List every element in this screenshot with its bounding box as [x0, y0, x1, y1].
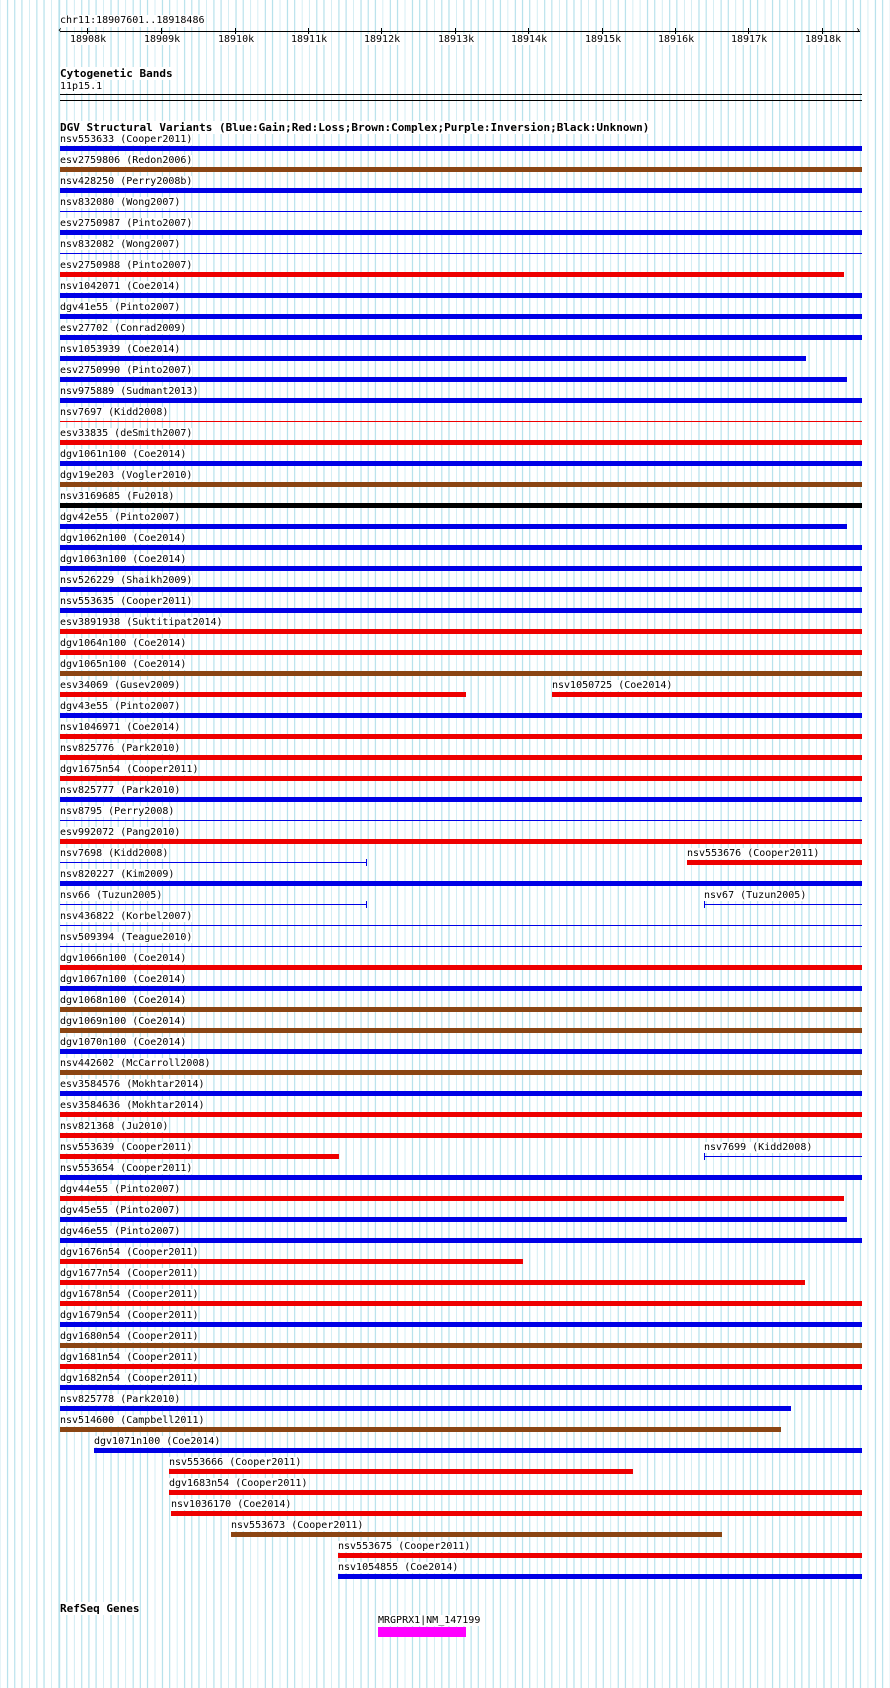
variant-bar[interactable] [60, 272, 844, 277]
variant-bar[interactable] [60, 356, 806, 361]
variant-label[interactable]: nsv820227 (Kim2009) [60, 869, 175, 880]
variant-start-marker [704, 1153, 705, 1160]
variant-bar[interactable] [60, 1343, 862, 1348]
variant-label[interactable]: dgv1067n100 (Coe2014) [60, 974, 187, 985]
variant-label[interactable]: dgv43e55 (Pinto2007) [60, 701, 181, 712]
variant-label[interactable]: nsv832080 (Wong2007) [60, 197, 181, 208]
variant-bar[interactable] [60, 881, 862, 886]
ruler-tick-label: 18909k [144, 34, 181, 45]
cytoband-label[interactable]: 11p15.1 [60, 81, 103, 92]
variant-label[interactable]: dgv19e203 (Vogler2010) [60, 470, 193, 481]
variant-label[interactable]: dgv1682n54 (Cooper2011) [60, 1373, 199, 1384]
variant-label[interactable]: dgv1677n54 (Cooper2011) [60, 1268, 199, 1279]
variant-bar[interactable] [60, 335, 862, 340]
ruler-tick-label: 18914k [511, 34, 548, 45]
gene-feature-mrgprx1[interactable] [378, 1627, 466, 1637]
ruler-title: chr11:18907601..18918486 [60, 15, 205, 26]
variant-bar[interactable] [60, 1259, 523, 1264]
cytogenetic-track-title: Cytogenetic Bands [60, 67, 173, 80]
variant-bar[interactable] [552, 692, 862, 697]
variant-label[interactable]: dgv1681n54 (Cooper2011) [60, 1352, 199, 1363]
variant-label[interactable]: dgv1070n100 (Coe2014) [60, 1037, 187, 1048]
ruler-tick-label: 18917k [731, 34, 768, 45]
variant-label[interactable]: dgv1064n100 (Coe2014) [60, 638, 187, 649]
variant-bar[interactable] [60, 1049, 862, 1054]
variant-label[interactable]: esv992072 (Pang2010) [60, 827, 181, 838]
variant-start-marker [704, 901, 705, 908]
variant-label[interactable]: dgv1068n100 (Coe2014) [60, 995, 187, 1006]
variant-end-marker [366, 859, 367, 866]
variant-label[interactable]: dgv45e55 (Pinto2007) [60, 1205, 181, 1216]
variant-bar[interactable] [60, 545, 862, 550]
variant-bar[interactable] [60, 1280, 805, 1285]
variant-label[interactable]: nsv553666 (Cooper2011) [169, 1457, 302, 1468]
variant-bar[interactable] [60, 671, 862, 676]
variant-bar[interactable] [60, 650, 862, 655]
variant-label[interactable]: dgv1069n100 (Coe2014) [60, 1016, 187, 1027]
variant-bar[interactable] [60, 1301, 862, 1306]
variant-label[interactable]: nsv553676 (Cooper2011) [687, 848, 820, 859]
variant-label[interactable]: nsv509394 (Teague2010) [60, 932, 193, 943]
variant-bar[interactable] [60, 566, 862, 571]
track-divider [60, 94, 862, 95]
variant-bar[interactable] [338, 1553, 862, 1558]
variant-bar[interactable] [60, 1196, 844, 1201]
variant-label[interactable]: dgv1063n100 (Coe2014) [60, 554, 187, 565]
variant-bar[interactable] [60, 146, 862, 151]
variant-bar[interactable] [60, 925, 862, 926]
variant-bar[interactable] [171, 1511, 862, 1516]
variant-bar[interactable] [60, 1070, 862, 1075]
variant-label[interactable]: esv27702 (Conrad2009) [60, 323, 187, 334]
ruler-tick-label: 18916k [658, 34, 695, 45]
variant-label[interactable]: esv3891938 (Suktitipat2014) [60, 617, 223, 628]
variant-label[interactable]: nsv1054855 (Coe2014) [338, 1562, 459, 1573]
ruler-tick-label: 18918k [805, 34, 842, 45]
variant-label[interactable]: dgv1680n54 (Cooper2011) [60, 1331, 199, 1342]
variant-bar[interactable] [60, 230, 862, 235]
variant-label[interactable]: dgv46e55 (Pinto2007) [60, 1226, 181, 1237]
variant-label[interactable]: nsv67 (Tuzun2005) [704, 890, 807, 901]
variant-bar[interactable] [60, 587, 862, 592]
variant-label[interactable]: nsv436822 (Korbel2007) [60, 911, 193, 922]
variant-label[interactable]: dgv1062n100 (Coe2014) [60, 533, 187, 544]
variant-label[interactable]: nsv825778 (Park2010) [60, 1394, 181, 1405]
variant-bar[interactable] [60, 904, 367, 905]
variant-label[interactable]: dgv42e55 (Pinto2007) [60, 512, 181, 523]
variant-bar[interactable] [704, 1156, 862, 1157]
variant-bar[interactable] [60, 1133, 862, 1138]
variant-bar[interactable] [60, 1406, 791, 1411]
variant-bar[interactable] [60, 1385, 862, 1390]
variant-bar[interactable] [60, 482, 862, 487]
track-divider [60, 100, 862, 101]
variant-bar[interactable] [169, 1469, 633, 1474]
variant-bar[interactable] [60, 398, 862, 403]
variant-label[interactable]: nsv553633 (Cooper2011) [60, 134, 193, 145]
variant-bar[interactable] [60, 253, 862, 254]
dgv-track-title: DGV Structural Variants (Blue:Gain;Red:Loss;Brown:Complex;Purple:Inversion;Black:Unknown) [60, 121, 650, 134]
variant-label[interactable]: nsv553654 (Cooper2011) [60, 1163, 193, 1174]
variant-label[interactable]: esv2750987 (Pinto2007) [60, 218, 193, 229]
variant-bar[interactable] [60, 1238, 862, 1243]
variant-label[interactable]: dgv1676n54 (Cooper2011) [60, 1247, 199, 1258]
variant-label[interactable]: nsv975889 (Sudmant2013) [60, 386, 199, 397]
variant-bar[interactable] [60, 839, 862, 844]
variant-label[interactable]: nsv7699 (Kidd2008) [704, 1142, 813, 1153]
variant-label[interactable]: nsv1046971 (Coe2014) [60, 722, 181, 733]
variant-label[interactable]: nsv825776 (Park2010) [60, 743, 181, 754]
variant-bar[interactable] [60, 524, 847, 529]
variant-label[interactable]: dgv1683n54 (Cooper2011) [169, 1478, 308, 1489]
variant-label[interactable]: esv33835 (deSmith2007) [60, 428, 193, 439]
variant-bar[interactable] [60, 965, 862, 970]
variant-bar[interactable] [94, 1448, 862, 1453]
variant-bar[interactable] [60, 211, 862, 212]
ruler-tick-label: 18915k [585, 34, 622, 45]
variant-bar[interactable] [60, 1364, 862, 1369]
variant-label[interactable]: dgv1675n54 (Cooper2011) [60, 764, 199, 775]
variant-label[interactable]: dgv44e55 (Pinto2007) [60, 1184, 181, 1195]
variant-bar[interactable] [60, 421, 862, 422]
variant-bar[interactable] [60, 1154, 339, 1159]
variant-bar[interactable] [60, 377, 847, 382]
variant-label[interactable]: dgv41e55 (Pinto2007) [60, 302, 181, 313]
variant-bar[interactable] [60, 713, 862, 718]
variant-bar[interactable] [169, 1490, 862, 1495]
variant-bar[interactable] [60, 986, 862, 991]
variant-label[interactable]: nsv7697 (Kidd2008) [60, 407, 169, 418]
variant-bar[interactable] [60, 1322, 862, 1327]
variant-bar[interactable] [60, 440, 862, 445]
variant-bar[interactable] [231, 1532, 722, 1537]
variant-label[interactable]: nsv7698 (Kidd2008) [60, 848, 169, 859]
variant-label[interactable]: nsv553639 (Cooper2011) [60, 1142, 193, 1153]
variant-label[interactable]: nsv1042071 (Coe2014) [60, 281, 181, 292]
variant-bar[interactable] [60, 1007, 862, 1012]
variant-bar[interactable] [60, 1427, 781, 1432]
variant-label[interactable]: esv3584576 (Mokhtar2014) [60, 1079, 205, 1090]
variant-bar[interactable] [60, 734, 862, 739]
variant-label[interactable]: esv2759806 (Redon2006) [60, 155, 193, 166]
right-arrow-icon: › [855, 25, 862, 36]
variant-bar[interactable] [60, 608, 862, 613]
variant-label[interactable]: dgv1678n54 (Cooper2011) [60, 1289, 199, 1300]
variant-label[interactable]: esv3584636 (Mokhtar2014) [60, 1100, 205, 1111]
variant-bar[interactable] [60, 692, 466, 697]
variant-bar[interactable] [60, 1091, 862, 1096]
gene-label[interactable]: MRGPRX1|NM_147199 [378, 1615, 481, 1626]
variant-label[interactable]: dgv1066n100 (Coe2014) [60, 953, 187, 964]
variant-label[interactable]: nsv526229 (Shaikh2009) [60, 575, 193, 586]
variant-bar[interactable] [60, 1112, 862, 1117]
variant-bar[interactable] [60, 776, 862, 781]
variant-label[interactable]: nsv832082 (Wong2007) [60, 239, 181, 250]
variant-label[interactable]: esv2750988 (Pinto2007) [60, 260, 193, 271]
variant-bar[interactable] [60, 629, 862, 634]
variant-bar[interactable] [687, 860, 862, 865]
variant-bar[interactable] [338, 1574, 862, 1579]
variant-bar[interactable] [60, 293, 862, 298]
variant-bar[interactable] [60, 1175, 862, 1180]
variant-label[interactable]: nsv514600 (Campbell2011) [60, 1415, 205, 1426]
variant-label[interactable]: dgv1061n100 (Coe2014) [60, 449, 187, 460]
variant-end-marker [366, 901, 367, 908]
variant-label[interactable]: nsv553635 (Cooper2011) [60, 596, 193, 607]
variant-bar[interactable] [60, 167, 862, 172]
variant-label[interactable]: dgv1679n54 (Cooper2011) [60, 1310, 199, 1321]
variant-label[interactable]: esv2750990 (Pinto2007) [60, 365, 193, 376]
variant-bar[interactable] [60, 461, 862, 466]
variant-bar[interactable] [60, 1217, 847, 1222]
variant-label[interactable]: nsv821368 (Ju2010) [60, 1121, 169, 1132]
variant-label[interactable]: nsv428250 (Perry2008b) [60, 176, 193, 187]
variant-bar[interactable] [60, 946, 862, 947]
variant-label[interactable]: esv34069 (Gusev2009) [60, 680, 181, 691]
variant-bar[interactable] [704, 904, 862, 905]
variant-bar[interactable] [60, 797, 862, 802]
variant-label[interactable]: nsv553675 (Cooper2011) [338, 1541, 471, 1552]
ruler-tick-label: 18911k [291, 34, 328, 45]
variant-label[interactable]: dgv1071n100 (Coe2014) [94, 1436, 221, 1447]
variant-bar[interactable] [60, 1028, 862, 1033]
variant-bar[interactable] [60, 820, 862, 821]
left-arrow-icon: ‹ [57, 25, 64, 36]
variant-bar[interactable] [60, 862, 367, 863]
variant-bar[interactable] [60, 755, 862, 760]
variant-label[interactable]: nsv3169685 (Fu2018) [60, 491, 175, 502]
variant-bar[interactable] [60, 503, 862, 508]
variant-label[interactable]: nsv1050725 (Coe2014) [552, 680, 673, 691]
ruler-axis [60, 31, 860, 32]
ruler-tick-label: 18912k [364, 34, 401, 45]
variant-label[interactable]: nsv8795 (Perry2008) [60, 806, 175, 817]
ruler-tick-label: 18908k [70, 34, 107, 45]
variant-label[interactable]: nsv825777 (Park2010) [60, 785, 181, 796]
variant-label[interactable]: nsv66 (Tuzun2005) [60, 890, 163, 901]
variant-label[interactable]: nsv553673 (Cooper2011) [231, 1520, 364, 1531]
variant-label[interactable]: nsv1036170 (Coe2014) [171, 1499, 292, 1510]
variant-label[interactable]: nsv1053939 (Coe2014) [60, 344, 181, 355]
ruler-tick-label: 18913k [438, 34, 475, 45]
variant-bar[interactable] [60, 188, 862, 193]
variant-bar[interactable] [60, 314, 862, 319]
refseq-track-title: RefSeq Genes [60, 1602, 140, 1615]
variant-label[interactable]: nsv442602 (McCarroll2008) [60, 1058, 211, 1069]
ruler-tick-label: 18910k [218, 34, 255, 45]
variant-label[interactable]: dgv1065n100 (Coe2014) [60, 659, 187, 670]
